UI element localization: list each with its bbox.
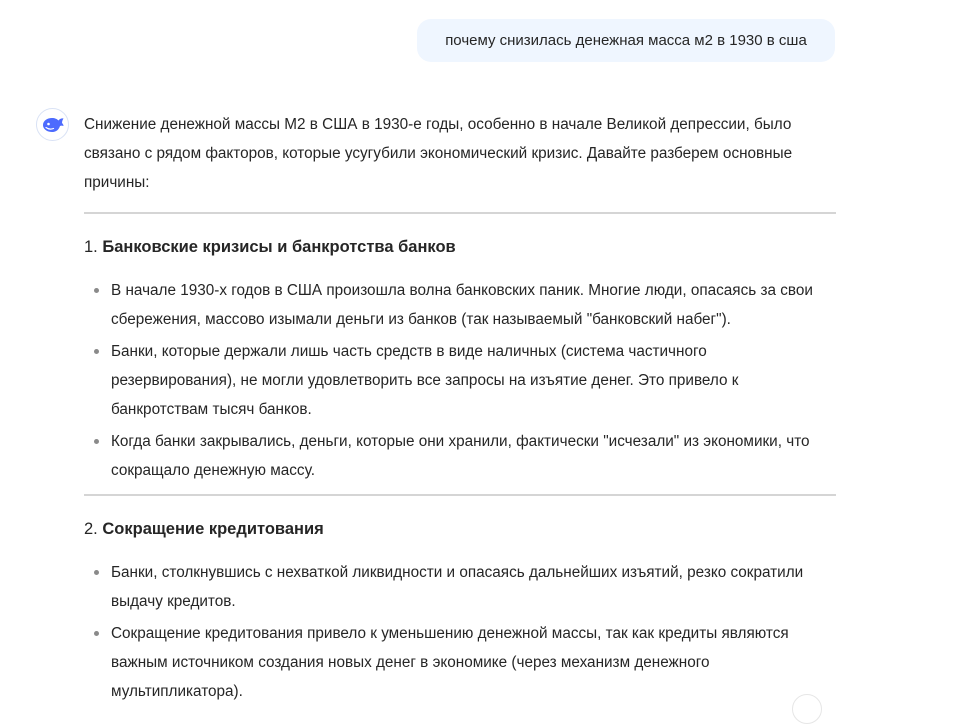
bullet-dot — [94, 439, 99, 444]
assistant-answer — [84, 110, 836, 709]
section-heading: Банковские кризисы и банкротства банков — [102, 238, 456, 256]
assistant-avatar — [36, 108, 69, 141]
section-title — [84, 517, 836, 541]
list-item-text: Банки, которые держали лишь часть средств в виде наличных (система частичного резервирования), не могли удовлетворить все запросы на изъятие денег. Это привело к банкротствам тысяч банков. — [111, 343, 739, 418]
list-item-text: Когда банки закрывались, деньги, которые они хранили, фактически "исчезали" из экономики, что сокращало денежную массу. — [111, 433, 810, 479]
bullet-list — [84, 558, 836, 706]
user-message-bubble — [417, 19, 835, 62]
section-divider — [84, 212, 836, 214]
section-heading: Сокращение кредитования — [102, 520, 324, 538]
list-item-text: Банки, столкнувшись с нехваткой ликвидности и опасаясь дальнейших изъятий, резко сократили выдачу кредитов. — [111, 564, 804, 610]
bullet-dot — [94, 288, 99, 293]
section-title — [84, 235, 836, 259]
bullet-list — [84, 276, 836, 485]
answer-intro: Снижение денежной массы М2 в США в 1930-е годы, особенно в начале Великой депрессии, было связано с рядом факторов, которые усугубили экономический кризис. Давайте разберем основные причины: — [84, 116, 793, 191]
list-item-text: В начале 1930-х годов в США произошла волна банковских паник. Многие люди, опасаясь за свои сбережения, массово изымали деньги из банков (так называемый "банковский набег"). — [111, 282, 813, 328]
list-item-text: Сокращение кредитования привело к уменьшению денежной массы, так как кредиты являются важным источником создания новых денег в экономике (через механизм денежного мультипликатора). — [111, 625, 789, 700]
list-item — [84, 427, 836, 485]
bullet-dot — [94, 570, 99, 575]
user-message-text: почему снизилась денежная масса м2 в 1930 в сша — [445, 32, 807, 49]
list-item — [84, 337, 836, 424]
deepseek-whale-icon — [41, 115, 65, 135]
bullet-dot — [94, 349, 99, 354]
list-item — [84, 276, 836, 334]
list-item — [84, 619, 836, 706]
scroll-down-button[interactable] — [792, 694, 822, 724]
section-number: 2. — [84, 520, 98, 538]
bullet-dot — [94, 631, 99, 636]
section-number: 1. — [84, 238, 98, 256]
section-divider — [84, 494, 836, 496]
list-item — [84, 558, 836, 616]
